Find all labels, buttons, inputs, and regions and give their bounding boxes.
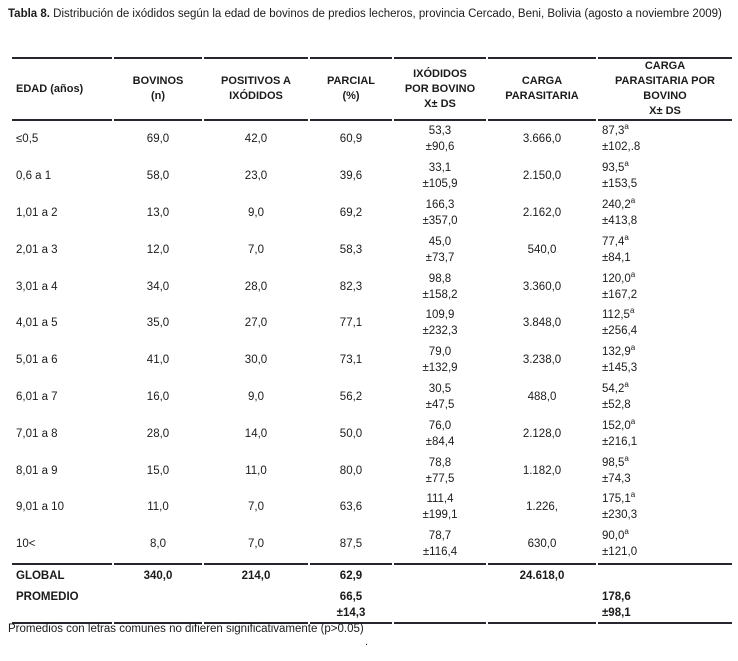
table-caption xyxy=(8,6,732,22)
mean-value: 33,1 xyxy=(428,162,452,175)
table-row xyxy=(12,526,732,563)
cell-bovinos: 11,0 xyxy=(147,501,169,514)
table-row xyxy=(12,452,732,489)
col-header-edad xyxy=(12,57,112,121)
cell-parcial: 73,1 xyxy=(339,354,363,367)
header-line: PARCIAL xyxy=(326,75,376,87)
cell-ixodidos-por-bovino xyxy=(394,121,486,158)
cell-positivos: 14,0 xyxy=(244,427,268,440)
sd-value: ±230,3 xyxy=(602,509,638,522)
cell-positivos: 9,0 xyxy=(248,390,264,403)
mean-value: 132,9 xyxy=(602,346,631,359)
superscript-letter: a xyxy=(630,343,636,353)
mean-line xyxy=(602,234,732,250)
cell-promedio-empty xyxy=(394,588,486,624)
mean-line xyxy=(602,271,732,287)
cell-positivos: 7,0 xyxy=(248,538,264,551)
superscript-letter: a xyxy=(629,306,635,316)
col-header-positivos xyxy=(204,57,308,121)
cell-promedio-parcial xyxy=(310,588,392,624)
col-header-carga-por-bovino xyxy=(598,57,732,121)
mean-value: 54,2 xyxy=(602,382,625,395)
sd-value: ±413,8 xyxy=(602,214,638,227)
sd-value: ±199,1 xyxy=(422,509,458,522)
cell-carga-por-bovino xyxy=(598,268,732,305)
header-line: CARGA xyxy=(521,75,563,87)
table-row xyxy=(12,195,732,232)
cell-positivos: 42,0 xyxy=(244,133,268,146)
header-line: IXÓDIDOS xyxy=(229,90,283,102)
cell-carga-por-bovino xyxy=(598,121,732,158)
table-row xyxy=(12,489,732,526)
mean-value: 90,0 xyxy=(602,530,625,543)
table-header xyxy=(12,57,732,121)
superscript-letter: a xyxy=(624,380,629,390)
sd-value: ±84,1 xyxy=(602,251,631,264)
cell-carga-parasitaria: 3.848,0 xyxy=(522,317,562,330)
sd-value: ±216,1 xyxy=(602,435,638,448)
cell-promedio-empty xyxy=(488,588,596,624)
header-line: PARASITARIA POR xyxy=(614,75,716,87)
mean-value: 175,1 xyxy=(602,493,631,506)
table-body xyxy=(12,121,732,563)
mean-line xyxy=(602,307,732,323)
cell-carga-parasitaria: 630,0 xyxy=(527,538,557,551)
mean-value: 178,6 xyxy=(602,590,631,603)
sd-value: ±145,3 xyxy=(602,362,638,375)
global-row xyxy=(12,563,732,588)
cell-bovinos: 13,0 xyxy=(146,206,170,219)
cell-promedio-empty xyxy=(204,588,308,624)
cell-parcial: 60,9 xyxy=(339,133,363,146)
mean-value: 98,5 xyxy=(602,456,625,469)
mean-value: 78,8 xyxy=(428,456,452,469)
cell-carga-parasitaria: 2.128,0 xyxy=(522,427,562,440)
mean-value: 111,4 xyxy=(426,493,454,506)
caption-label: Tabla 8. xyxy=(8,8,50,20)
cell-bovinos: 34,0 xyxy=(146,280,170,293)
sd-value: ±256,4 xyxy=(602,325,638,338)
sd-value: ±102,.8 xyxy=(602,141,641,154)
col-header-ixodidos-por-bovino xyxy=(394,57,486,121)
cell-ixodidos-por-bovino xyxy=(394,268,486,305)
mean-value: 152,0 xyxy=(602,419,631,432)
cell-parcial: 50,0 xyxy=(339,427,363,440)
header-line: X± DS xyxy=(424,97,456,110)
mean-line xyxy=(602,455,732,471)
cell-carga-parasitaria: 3.238,0 xyxy=(522,354,562,367)
cell-carga-parasitaria: 2.150,0 xyxy=(522,170,562,183)
cell-carga-parasitaria: 540,0 xyxy=(527,243,557,256)
mean-value: 120,0 xyxy=(602,272,631,285)
cell-edad: 1,01 a 2 xyxy=(16,206,58,219)
header-line: (%) xyxy=(342,90,360,102)
superscript-letter: a xyxy=(630,490,636,500)
sd-value: ±105,9 xyxy=(422,178,458,191)
cell-bovinos: 41,0 xyxy=(146,354,170,367)
promedio-row xyxy=(12,588,732,624)
col-header-carga-parasitaria xyxy=(488,57,596,121)
cell-carga-parasitaria: 3.360,0 xyxy=(522,280,562,293)
mean-line xyxy=(602,344,732,360)
sd-value: ±158,2 xyxy=(422,288,458,301)
superscript-letter: a xyxy=(624,122,629,132)
mean-value: 78,7 xyxy=(428,530,452,543)
superscript-letter: a xyxy=(624,527,629,537)
superscript-letter: a xyxy=(630,196,636,206)
cell-carga-por-bovino xyxy=(598,195,732,232)
mean-value: 240,2 xyxy=(602,198,631,211)
data-table xyxy=(10,57,734,624)
sd-value: ±52,8 xyxy=(602,398,631,411)
cell-carga-parasitaria: 1.182,0 xyxy=(522,464,562,477)
table-row xyxy=(12,231,732,268)
mean-value: 66,5 xyxy=(339,590,363,603)
mean-line xyxy=(602,197,732,213)
header-line: (n) xyxy=(150,90,166,102)
cell-carga-por-bovino xyxy=(598,342,732,379)
cell-carga-por-bovino xyxy=(598,452,732,489)
cell-positivos: 11,0 xyxy=(245,464,267,477)
cell-positivos: 9,0 xyxy=(248,206,264,219)
cell-edad: 8,01 a 9 xyxy=(16,464,58,477)
mean-line xyxy=(602,160,732,176)
cell-carga-por-bovino xyxy=(598,305,732,342)
cell-parcial: 56,2 xyxy=(339,390,363,403)
superscript-letter: a xyxy=(624,159,629,169)
footnote: Promedios con letras comunes no difieren significativamente (p>0.05) xyxy=(8,623,364,635)
mean-value: 77,4 xyxy=(602,235,625,248)
cell-global-empty xyxy=(394,563,486,588)
table-row xyxy=(12,268,732,305)
cell-bovinos: 58,0 xyxy=(146,170,170,183)
mean-value: 87,3 xyxy=(602,125,625,138)
cell-carga-parasitaria: 2.162,0 xyxy=(522,206,562,219)
cell-positivos: 30,0 xyxy=(244,354,268,367)
table-footer xyxy=(12,563,732,624)
sd-value: ±98,1 xyxy=(602,606,631,619)
cell-edad: 9,01 a 10 xyxy=(16,501,64,514)
cell-edad: 4,01 a 5 xyxy=(16,317,58,330)
sd-value: ±73,7 xyxy=(425,251,455,264)
cell-carga-parasitaria: 488,0 xyxy=(527,390,557,403)
mean-value: 98,8 xyxy=(428,272,452,285)
mean-line xyxy=(602,123,732,139)
cell-parcial: 87,5 xyxy=(339,538,363,551)
sd-value: ±116,4 xyxy=(422,546,458,559)
cell-global-positivos: 214,0 xyxy=(204,563,308,588)
mean-line xyxy=(602,491,732,507)
cell-edad: 5,01 a 6 xyxy=(16,354,58,367)
superscript-letter: a xyxy=(624,232,629,242)
cell-bovinos: 12,0 xyxy=(146,243,170,256)
cell-parcial: 69,2 xyxy=(339,206,363,219)
cell-ixodidos-por-bovino xyxy=(394,415,486,452)
cell-ixodidos-por-bovino xyxy=(394,195,486,232)
cell-promedio-carga-por-bovino xyxy=(598,588,732,624)
cell-ixodidos-por-bovino xyxy=(394,452,486,489)
mean-value: 93,5 xyxy=(602,162,625,175)
cell-carga-parasitaria: 1.226, xyxy=(526,501,558,514)
cell-carga-por-bovino xyxy=(598,489,732,526)
header-line: BOVINOS xyxy=(132,75,184,87)
sd-value: ±357,0 xyxy=(422,214,458,227)
header-row xyxy=(12,57,732,121)
cell-global-empty xyxy=(598,563,732,588)
cell-edad: 10< xyxy=(16,538,36,551)
table-row xyxy=(12,342,732,379)
superscript-letter: a xyxy=(630,269,636,279)
mean-value: 166,3 xyxy=(425,198,455,211)
cell-edad: 0,6 a 1 xyxy=(16,170,52,183)
mean-line xyxy=(602,418,732,434)
sd-value: ±14,3 xyxy=(336,606,366,619)
sd-value: ±121,0 xyxy=(602,546,638,559)
table-row xyxy=(12,121,732,158)
cell-edad: 3,01 a 4 xyxy=(16,280,58,293)
cell-global-carga: 24.618,0 xyxy=(488,563,596,588)
cell-global-bovinos: 340,0 xyxy=(114,563,202,588)
table-row xyxy=(12,305,732,342)
cell-carga-por-bovino xyxy=(598,158,732,195)
cell-ixodidos-por-bovino xyxy=(394,305,486,342)
cell-bovinos: 28,0 xyxy=(146,427,170,440)
cell-carga-por-bovino xyxy=(598,526,732,563)
sd-value: ±90,6 xyxy=(425,141,455,154)
stray-period: . xyxy=(365,636,369,648)
superscript-letter: a xyxy=(624,453,629,463)
header-line: POR BOVINO xyxy=(404,82,476,95)
header-line: PARASITARIA xyxy=(505,90,579,102)
cell-bovinos: 16,0 xyxy=(146,390,170,403)
cell-edad: ≤0,5 xyxy=(16,133,39,146)
cell-edad: 7,01 a 8 xyxy=(16,427,58,440)
cell-parcial: 63,6 xyxy=(339,501,363,514)
sd-value: ±84,4 xyxy=(425,435,455,448)
sd-value: ±132,9 xyxy=(422,362,458,375)
table-row xyxy=(12,415,732,452)
cell-parcial: 80,0 xyxy=(339,464,363,477)
cell-bovinos: 35,0 xyxy=(146,317,170,330)
superscript-letter: a xyxy=(630,416,636,426)
cell-carga-parasitaria: 3.666,0 xyxy=(522,133,562,146)
sd-value: ±74,3 xyxy=(602,472,631,485)
cell-positivos: 28,0 xyxy=(244,280,268,293)
cell-bovinos: 15,0 xyxy=(146,464,170,477)
col-header-parcial xyxy=(310,57,392,121)
sd-value: ±77,5 xyxy=(425,472,455,485)
header-line: POSITIVOS A xyxy=(221,75,291,87)
cell-parcial: 58,3 xyxy=(339,243,363,256)
mean-line xyxy=(602,528,732,544)
mean-line xyxy=(602,381,732,397)
cell-parcial: 39,6 xyxy=(339,170,363,183)
cell-carga-por-bovino xyxy=(598,415,732,452)
cell-ixodidos-por-bovino xyxy=(394,489,486,526)
cell-carga-por-bovino xyxy=(598,231,732,268)
col-header-bovinos xyxy=(114,57,202,121)
header-line: BOVINO xyxy=(643,90,687,102)
header-line: IXÓDIDOS xyxy=(413,67,467,80)
cell-promedio-empty xyxy=(114,588,202,624)
cell-promedio-label: PROMEDIO xyxy=(12,588,112,624)
cell-carga-por-bovino xyxy=(598,379,732,416)
sd-value: ±167,2 xyxy=(602,288,638,301)
cell-ixodidos-por-bovino xyxy=(394,379,486,416)
mean-value: 109,9 xyxy=(425,309,455,322)
mean-value: 53,3 xyxy=(428,125,452,138)
cell-positivos: 27,0 xyxy=(244,317,268,330)
caption-text: Distribución de ixódidos según la edad de bovinos de predios lecheros, provincia Cercado, Beni, Bolivia (agosto a noviembre 2009) xyxy=(53,8,722,20)
mean-value: 79,0 xyxy=(428,346,452,359)
mean-value: 45,0 xyxy=(428,235,452,248)
cell-ixodidos-por-bovino xyxy=(394,342,486,379)
cell-ixodidos-por-bovino xyxy=(394,526,486,563)
cell-parcial: 82,3 xyxy=(339,280,363,293)
mean-value: 76,0 xyxy=(428,419,452,432)
cell-parcial: 77,1 xyxy=(339,317,363,330)
mean-value: 112,5 xyxy=(602,309,630,322)
mean-value: 30,5 xyxy=(428,382,452,395)
header-line: EDAD (años) xyxy=(16,82,84,95)
cell-ixodidos-por-bovino xyxy=(394,231,486,268)
sd-value: ±47,5 xyxy=(425,398,455,411)
cell-global-parcial: 62,9 xyxy=(310,563,392,588)
cell-positivos: 7,0 xyxy=(248,243,264,256)
cell-edad: 2,01 a 3 xyxy=(16,243,58,256)
cell-bovinos: 69,0 xyxy=(146,133,170,146)
header-line: CARGA xyxy=(644,60,686,72)
table-row xyxy=(12,158,732,195)
cell-ixodidos-por-bovino xyxy=(394,158,486,195)
cell-bovinos: 8,0 xyxy=(150,538,166,551)
cell-global-label: GLOBAL xyxy=(12,563,112,588)
cell-positivos: 23,0 xyxy=(244,170,268,183)
sd-value: ±153,5 xyxy=(602,178,638,191)
cell-edad: 6,01 a 7 xyxy=(16,390,58,403)
cell-positivos: 7,0 xyxy=(248,501,264,514)
table-row xyxy=(12,379,732,416)
sd-value: ±232,3 xyxy=(422,325,458,338)
header-line: X± DS xyxy=(649,105,681,117)
